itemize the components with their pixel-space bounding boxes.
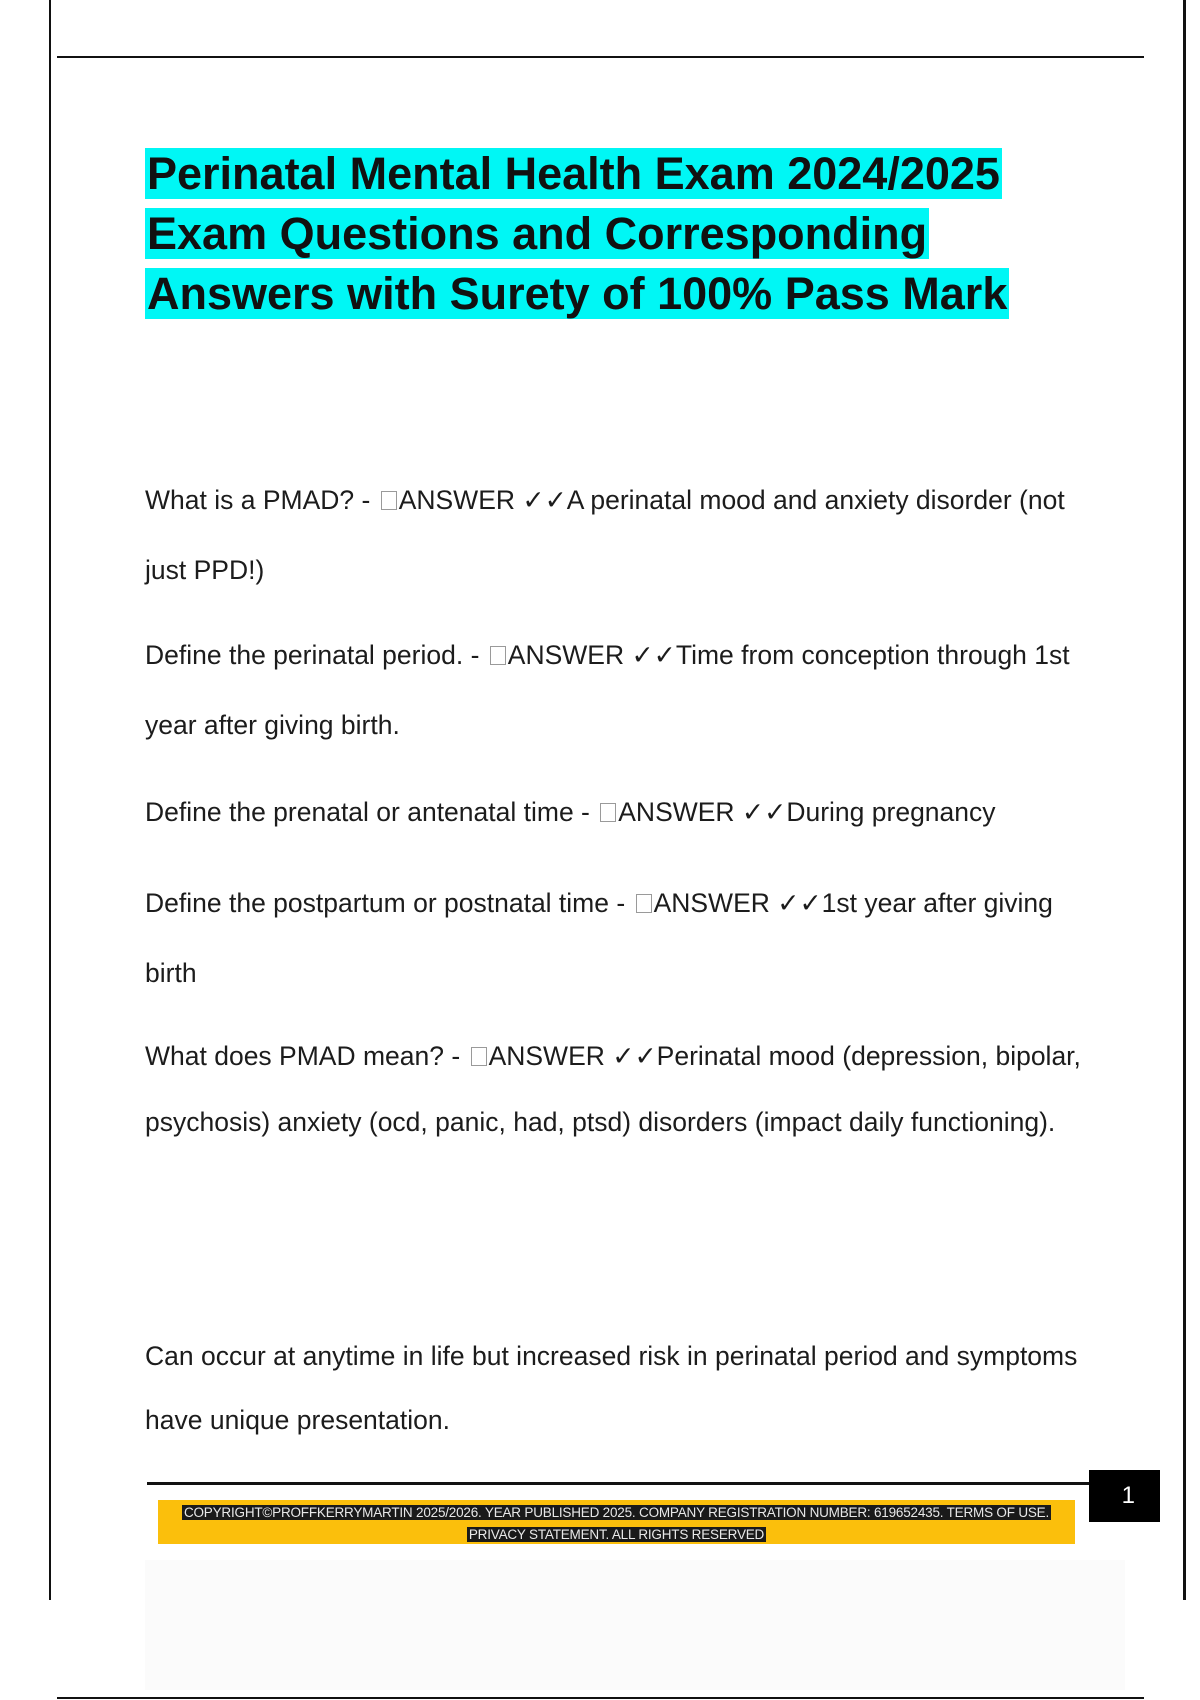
answer-text: 1st year after giving birth [145,888,1053,988]
page-border-right [1183,0,1186,1600]
answer-text: During pregnancy [786,797,996,827]
next-page-shadow [145,1560,1125,1690]
document-title [145,144,1095,324]
page-border-left [49,0,51,1600]
header-rule [57,56,1144,58]
qa-item [145,868,1095,1008]
qa-item [145,777,1095,847]
answer-label: ANSWER ✓✓ [507,640,676,670]
question-text: What does PMAD mean? - [145,1041,461,1071]
answer-label: ANSWER ✓✓ [488,1041,657,1071]
answer-text: Time from conception through 1st year after giving birth. [145,640,1070,740]
answer-text: Perinatal mood (depression, bipolar, psychosis) anxiety (ocd, panic, had, ptsd) disorders (impact daily functioning). [145,1041,1081,1137]
title-highlight: Perinatal Mental Health Exam 2024/2025 Exam Questions and Corresponding Answers with Surety of 100% Pass Mark [147,148,1008,319]
missing-glyph-box-icon [636,894,652,913]
qa-item [145,620,1095,760]
answer-text: A perinatal mood and anxiety disorder (not just PPD!) [145,485,1065,585]
question-text: Define the postpartum or postnatal time - [145,888,626,918]
question-text: Define the prenatal or antenatal time - [145,797,590,827]
body-note: Can occur at anytime in life but increased risk in perinatal period and symptoms have unique presentation. [145,1341,1078,1435]
footer-rule [147,1482,1093,1485]
question-text: What is a PMAD? - [145,485,371,515]
answer-label: ANSWER ✓✓ [398,485,567,515]
answer-label: ANSWER ✓✓ [653,888,822,918]
next-page-rule [57,1697,1144,1699]
footer-copyright-text: COPYRIGHT©PROFFKERRYMARTIN 2025/2026. YEAR PUBLISHED 2025. COMPANY REGISTRATION NUMBER: 619652435. TERMS OF USE. PRIVACY STATEMENT. ALL RIGHTS RESERVED [183,1505,1050,1542]
missing-glyph-box-icon [471,1047,487,1066]
page-number: 1 [1089,1470,1160,1522]
footer-copyright [172,1502,1062,1546]
footer-band [158,1500,1075,1544]
qa-item [145,465,1095,605]
qa-item [145,1023,1095,1155]
answer-label: ANSWER ✓✓ [618,797,787,827]
question-text: Define the perinatal period. - [145,640,480,670]
missing-glyph-box-icon [600,803,616,822]
missing-glyph-box-icon [490,646,506,665]
missing-glyph-box-icon [381,491,397,510]
